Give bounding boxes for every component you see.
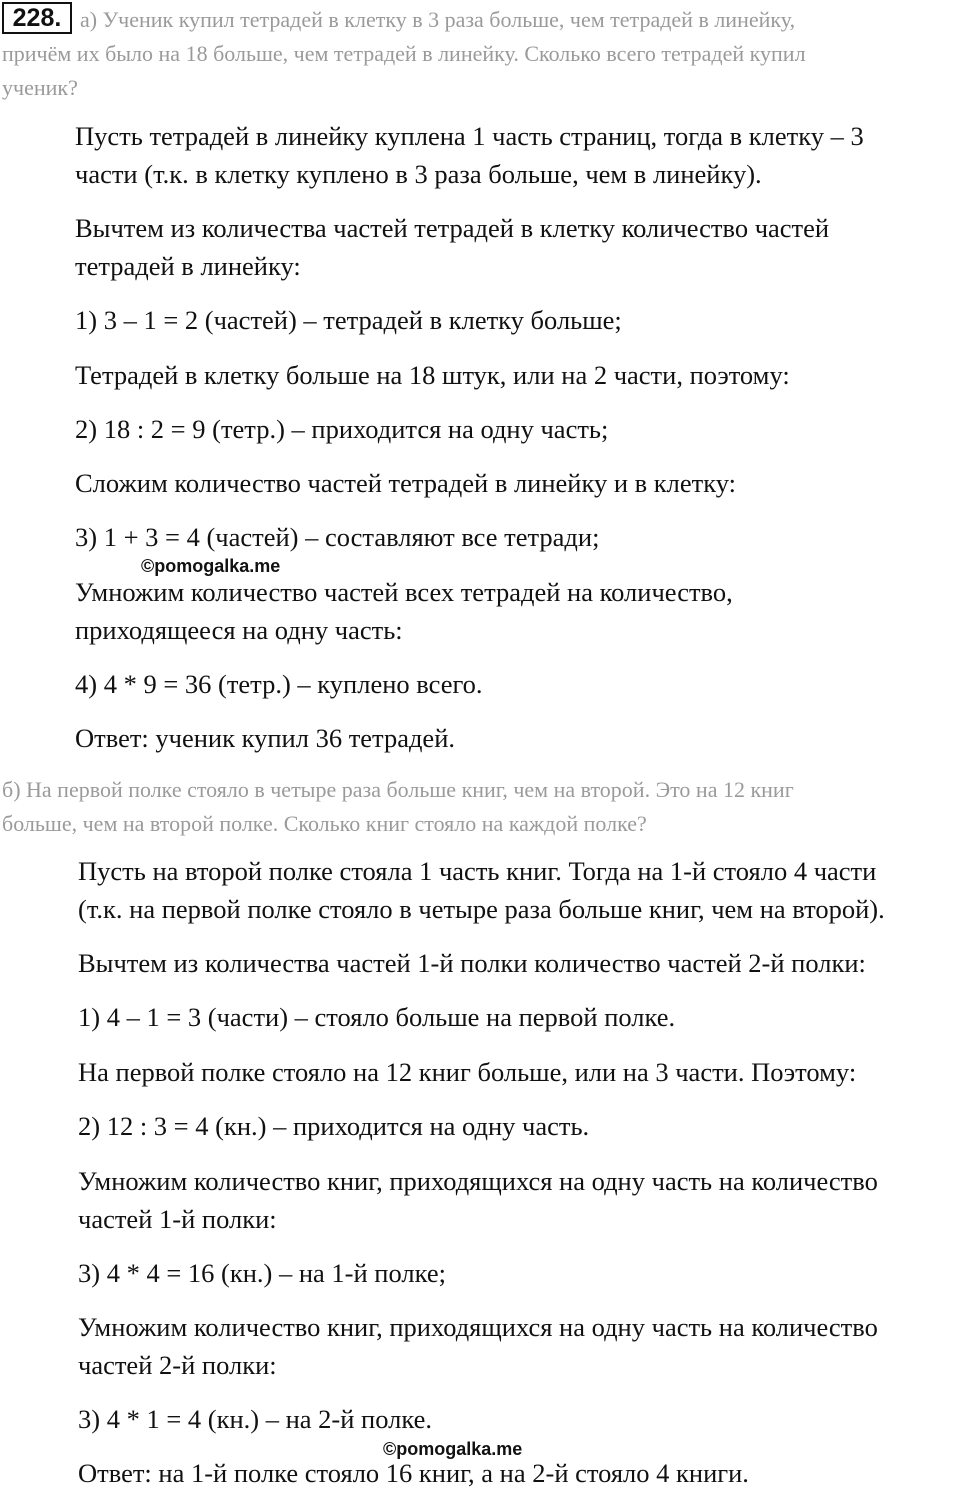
part-b-step-1: 1) 4 – 1 = 3 (части) – стояло больше на первой полке. (78, 1002, 676, 1032)
part-b-solution-line-10: Умножим количество книг, приходящихся на одну часть на количество (78, 1312, 878, 1342)
part-b-condition-line-2: больше, чем на второй полке. Сколько книг стояло на каждой полке? (2, 811, 647, 836)
part-a-step-3: 3) 1 + 3 = 4 (частей) – составляют все тетради; (75, 522, 600, 552)
part-b-solution-line-7: Умножим количество книг, приходящихся на одну часть на количество (78, 1166, 878, 1196)
part-b-step-3: 3) 4 * 4 = 16 (кн.) – на 1-й полке; (78, 1258, 446, 1288)
part-a-solution-line-6: Тетрадей в клетку больше на 18 штук, или на 2 части, поэтому: (75, 360, 790, 390)
watermark-1: ©pomogalka.me (141, 556, 281, 576)
part-b-solution-line-8: частей 1-й полки: (78, 1204, 277, 1234)
part-b-step-2: 2) 12 : 3 = 4 (кн.) – приходится на одну часть. (78, 1111, 590, 1141)
part-a-solution-line-2: части (т.к. в клетку куплено в 3 раза больше, чем в линейку). (75, 159, 762, 189)
part-a-solution-line-10: Умножим количество частей всех тетрадей на количество, (75, 577, 733, 607)
part-a-solution-line-3: Вычтем из количества частей тетрадей в клетку количество частей (75, 213, 830, 243)
problem-number-badge: 228. (2, 2, 72, 34)
part-b-solution-line-11: частей 2-й полки: (78, 1350, 277, 1380)
part-a-step-4: 4) 4 * 9 = 36 (тетр.) – куплено всего. (75, 669, 483, 699)
part-b-solution-line-2: (т.к. на первой полке стояло в четыре раза больше книг, чем на второй). (78, 894, 885, 924)
part-b-solution-line-5: На первой полке стояло на 12 книг больше, или на 3 части. Поэтому: (78, 1057, 857, 1087)
part-b-condition-line-1: б) На первой полке стояло в четыре раза больше книг, чем на второй. Это на 12 книг (2, 777, 794, 802)
part-a-solution-line-1: Пусть тетрадей в линейку куплена 1 часть страниц, тогда в клетку – 3 (75, 121, 864, 151)
part-a-condition-line-3: ученик? (2, 75, 78, 100)
part-a-step-1: 1) 3 – 1 = 2 (частей) – тетрадей в клетку больше; (75, 305, 622, 335)
part-a-solution-line-11: приходящееся на одну часть: (75, 615, 403, 645)
part-a-condition-line-1: а) Ученик купил тетрадей в клетку в 3 раза больше, чем тетрадей в линейку, (80, 7, 796, 32)
part-b-solution-line-1: Пусть на второй полке стояла 1 часть книг. Тогда на 1-й стояло 4 части (78, 856, 877, 886)
part-b-answer: Ответ: на 1-й полке стояло 16 книг, а на 2-й стояло 4 книги. (78, 1458, 749, 1488)
part-a-condition-line-2: причём их было на 18 больше, чем тетрадей в линейку. Сколько всего тетрадей купил (2, 41, 806, 66)
part-b-solution-line-3: Вычтем из количества частей 1-й полки количество частей 2-й полки: (78, 948, 866, 978)
part-a-step-2: 2) 18 : 2 = 9 (тетр.) – приходится на одну часть; (75, 414, 609, 444)
part-a-answer: Ответ: ученик купил 36 тетрадей. (75, 723, 456, 753)
watermark-2: ©pomogalka.me (383, 1439, 523, 1459)
part-a-solution-line-8: Сложим количество частей тетрадей в линейку и в клетку: (75, 468, 737, 498)
part-b-step-4: 3) 4 * 1 = 4 (кн.) – на 2-й полке. (78, 1404, 432, 1434)
part-a-solution-line-4: тетрадей в линейку: (75, 251, 301, 281)
